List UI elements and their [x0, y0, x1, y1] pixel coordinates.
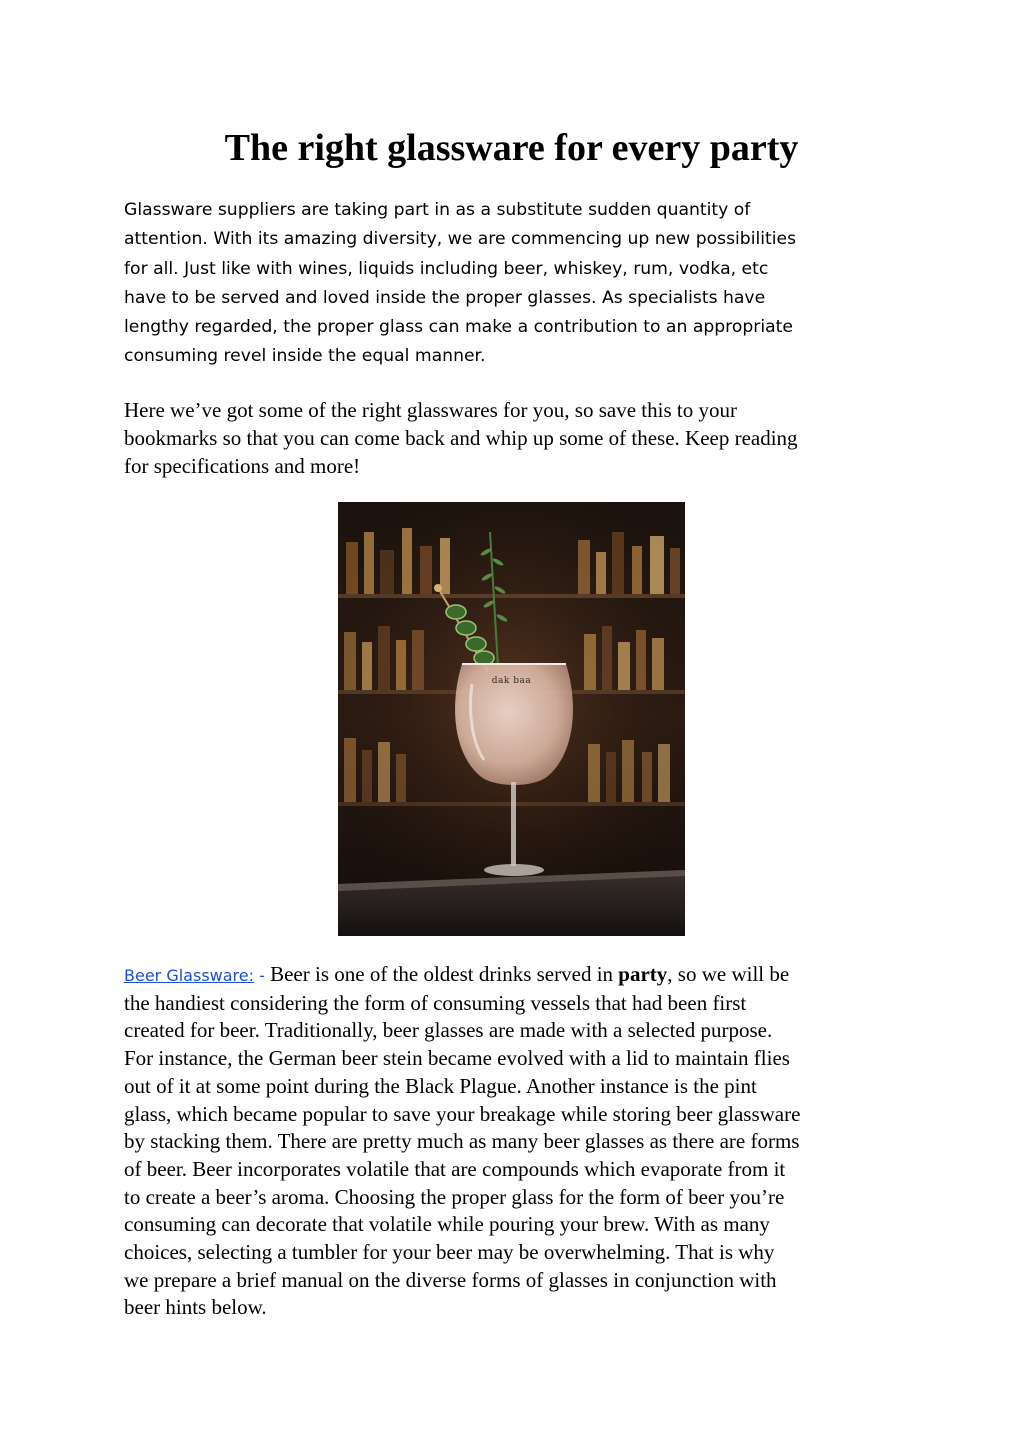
beer-line: beer hints below. [124, 1295, 267, 1320]
intro-line: have to be served and loved inside the proper glasses. As specialists have [124, 287, 766, 308]
cocktail-image [338, 502, 685, 936]
beer-glassware-link[interactable]: Beer Glassware: [124, 966, 254, 985]
page-title: The right glassware for every party [224, 127, 799, 169]
intro-line: attention. With its amazing diversity, we are commencing up new possibilities [124, 229, 797, 250]
cocktail-photo [338, 502, 685, 936]
beer-text: Beer is one of the oldest drinks served in [264, 962, 619, 986]
beer-line: consuming can decorate that volatile while pouring your brew. With as many [124, 1212, 770, 1237]
beer-line: glass, which became popular to save your breakage while storing beer glassware [124, 1101, 801, 1126]
intro-line: for all. Just like with wines, liquids including beer, whiskey, rum, vodka, etc [124, 258, 769, 279]
beer-first-line [124, 961, 914, 990]
second-line: for specifications and more! [124, 454, 361, 478]
beer-paragraph [124, 961, 914, 1322]
second-line: Here we’ve got some of the right glasswares for you, so save this to your [124, 398, 737, 422]
beer-line: choices, selecting a tumbler for your beer may be overwhelming. That is why [124, 1240, 775, 1265]
beer-line: created for beer. Traditionally, beer glasses are made with a selected purpose. [124, 1018, 773, 1043]
intro-line: Glassware suppliers are taking part in as a substitute sudden quantity of [124, 200, 751, 220]
beer-line: of beer. Beer incorporates volatile that are compounds which evaporate from it [124, 1156, 786, 1181]
intro-line: consuming revel inside the equal manner. [124, 346, 486, 367]
beer-line: we prepare a brief manual on the diverse forms of glasses in conjunction with [124, 1267, 777, 1292]
beer-line: out of it at some point during the Black Plague. Another instance is the pint [124, 1073, 757, 1098]
glass-brand-text: dak baa [491, 676, 532, 686]
party-bold-text: party [618, 962, 668, 986]
second-line: bookmarks so that you can come back and whip up some of these. Keep reading [124, 426, 798, 450]
beer-line: to create a beer’s aroma. Choosing the proper glass for the form of beer you’re [124, 1184, 785, 1209]
beer-text: , so we will be [667, 962, 790, 986]
intro-paragraph [124, 196, 914, 372]
link-dash: - [254, 966, 265, 985]
second-paragraph [124, 396, 914, 480]
beer-line: For instance, the German beer stein became evolved with a lid to maintain flies [124, 1046, 790, 1071]
beer-line: the handiest considering the form of consuming vessels that had been first [124, 990, 747, 1015]
beer-line: by stacking them. There are pretty much as many beer glasses as there are forms [124, 1129, 800, 1154]
intro-line: lengthy regarded, the proper glass can make a contribution to an appropriate [124, 317, 793, 338]
